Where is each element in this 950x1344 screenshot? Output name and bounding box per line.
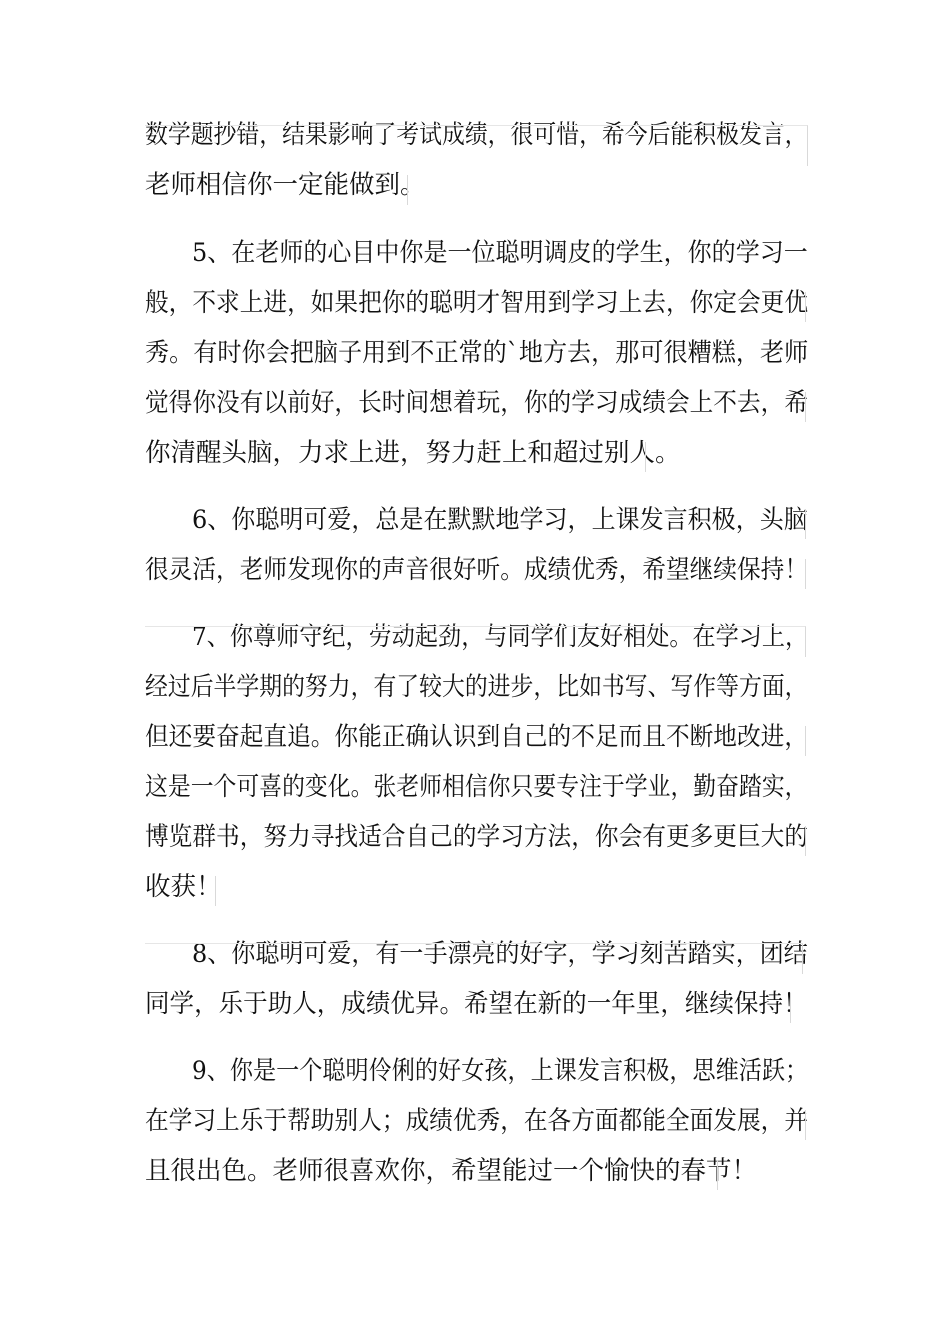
paragraph-line: 且很出色。老师很喜欢你，希望能过一个愉快的春节！ xyxy=(145,1156,758,1186)
paragraph-line: 在学习上乐于帮助别人；成绩优秀，在各方面都能全面发展，并 xyxy=(145,1106,809,1136)
paragraph-line: 经过后半学期的努力，有了较大的进步，比如书写、写作等方面， xyxy=(145,672,808,702)
paragraph-line: 很灵活，老师发现你的声音很好听。成绩优秀，希望继续保持！ xyxy=(145,555,809,585)
paragraph-line: 7、你尊师守纪，劳动起劲，与同学们友好相处。在学习上， xyxy=(192,622,809,652)
paragraph-line: 同学，乐于助人，成绩优异。希望在新的一年里，继续保持！ xyxy=(145,989,808,1019)
paragraph-line: 觉得你没有以前好，长时间想着玩，你的学习成绩会上不去，希 xyxy=(145,388,809,418)
paragraph-line: 6、你聪明可爱，总是在默默地学习，上课发言积极，头脑 xyxy=(192,505,808,535)
paragraph-line: 8、你聪明可爱，有一手漂亮的好字，学习刻苦踏实，团结 xyxy=(192,939,808,969)
paragraph-line: 博览群书，努力寻找适合自己的学习方法，你会有更多更巨大的 xyxy=(145,822,809,852)
paragraph-line: 9、你是一个聪明伶俐的好女孩，上课发言积极，思维活跃； xyxy=(192,1056,809,1086)
paragraph-line: 数学题抄错，结果影响了考试成绩，很可惜，希今后能积极发言， xyxy=(145,120,808,150)
paragraph-line: 般，不求上进，如果把你的聪明才智用到学习上去，你定会更优 xyxy=(145,288,809,318)
paragraph-line: 秀。有时你会把脑子用到不正常的`地方去，那可很糟糕，老师 xyxy=(145,338,809,368)
paragraph-line: 但还要奋起直追。你能正确认识到自己的不足而且不断地改进， xyxy=(145,722,809,752)
paragraph-line: 这是一个可喜的变化。张老师相信你只要专注于学业，勤奋踏实， xyxy=(145,772,808,802)
paragraph-line: 老师相信你一定能做到。 xyxy=(145,170,426,200)
paragraph-line: 你清醒头脑，力求上进，努力赶上和超过别人。 xyxy=(145,438,681,468)
paragraph-line: 收获！ xyxy=(145,872,222,902)
paragraph-line: 5、在老师的心目中你是一位聪明调皮的学生，你的学习一 xyxy=(192,238,808,268)
